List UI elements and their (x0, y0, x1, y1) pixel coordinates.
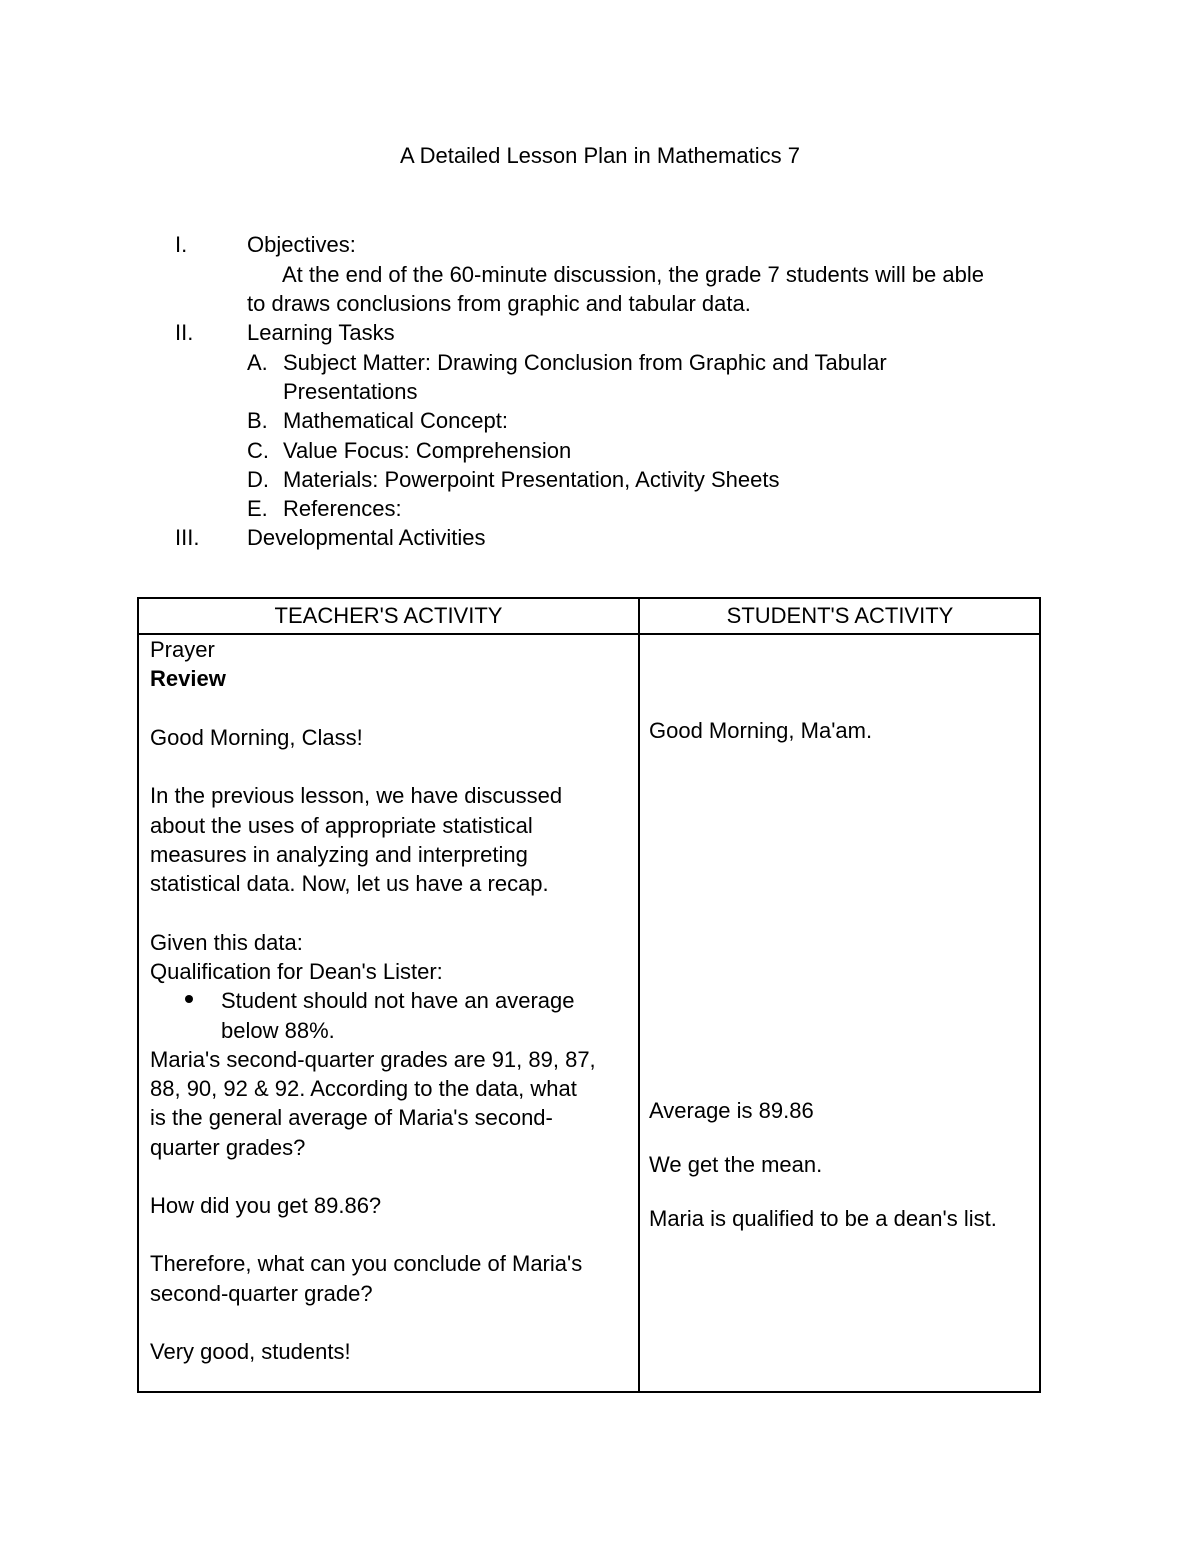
section-number-1: I. (175, 232, 188, 257)
task-value-focus: Value Focus: Comprehension (283, 438, 572, 463)
teacher-recap-line3: measures in analyzing and interpreting (150, 842, 528, 867)
task-subject-matter-line2: Presentations (283, 379, 418, 404)
section-label-learning-tasks: Learning Tasks (247, 320, 395, 345)
teacher-prayer: Prayer (150, 637, 215, 662)
task-letter-e: E. (247, 496, 268, 521)
activity-table (137, 597, 1041, 1393)
student-mean-answer: We get the mean. (649, 1152, 823, 1177)
teacher-recap-line2: about the uses of appropriate statistical (150, 813, 533, 838)
teacher-given-data: Given this data: (150, 930, 303, 955)
teacher-question-line3: is the general average of Maria's second- (150, 1105, 553, 1130)
teacher-recap-line4: statistical data. Now, let us have a recap. (150, 871, 549, 896)
teacher-bullet-line2: below 88%. (221, 1018, 335, 1043)
teacher-question-line2: 88, 90, 92 & 92. According to the data, what (150, 1076, 577, 1101)
header-divider (139, 633, 1039, 635)
teacher-conclude-line2: second-quarter grade? (150, 1281, 373, 1306)
teacher-review-heading: Review (150, 666, 226, 691)
section-label-developmental-activities: Developmental Activities (247, 525, 486, 550)
teacher-activity-header: TEACHER'S ACTIVITY (274, 603, 503, 628)
objective-text-line1: At the end of the 60-minute discussion, the grade 7 students will be able (282, 262, 984, 287)
teacher-question-line1: Maria's second-quarter grades are 91, 89, 87, (150, 1047, 596, 1072)
student-greeting: Good Morning, Ma'am. (649, 718, 873, 743)
bullet-icon (185, 995, 193, 1003)
teacher-question-line4: quarter grades? (150, 1135, 306, 1160)
teacher-greeting: Good Morning, Class! (150, 725, 363, 750)
page-title: A Detailed Lesson Plan in Mathematics 7 (400, 143, 800, 168)
task-references: References: (283, 496, 402, 521)
objective-text-line2: to draws conclusions from graphic and tabular data. (247, 291, 751, 316)
task-letter-b: B. (247, 408, 268, 433)
teacher-closing: Very good, students! (150, 1339, 351, 1364)
section-number-3: III. (175, 525, 200, 550)
teacher-recap-line1: In the previous lesson, we have discussed (150, 783, 563, 808)
student-average-answer: Average is 89.86 (649, 1098, 814, 1123)
student-activity-header: STUDENT'S ACTIVITY (726, 603, 954, 628)
teacher-qualification: Qualification for Dean's Lister: (150, 959, 443, 984)
teacher-conclude-line1: Therefore, what can you conclude of Maria's (150, 1251, 583, 1276)
teacher-bullet-line1: Student should not have an average (221, 988, 575, 1013)
student-conclusion-answer: Maria is qualified to be a dean's list. (649, 1206, 997, 1231)
task-letter-d: D. (247, 467, 269, 492)
task-letter-c: C. (247, 438, 269, 463)
teacher-how-question: How did you get 89.86? (150, 1193, 382, 1218)
section-number-2: II. (175, 320, 194, 345)
column-divider (638, 599, 640, 1391)
task-mathematical-concept: Mathematical Concept: (283, 408, 508, 433)
task-materials: Materials: Powerpoint Presentation, Activity Sheets (283, 467, 780, 492)
task-subject-matter-line1: Subject Matter: Drawing Conclusion from Graphic and Tabular (283, 350, 887, 375)
section-label-objectives: Objectives: (247, 232, 356, 257)
task-letter-a: A. (247, 350, 268, 375)
